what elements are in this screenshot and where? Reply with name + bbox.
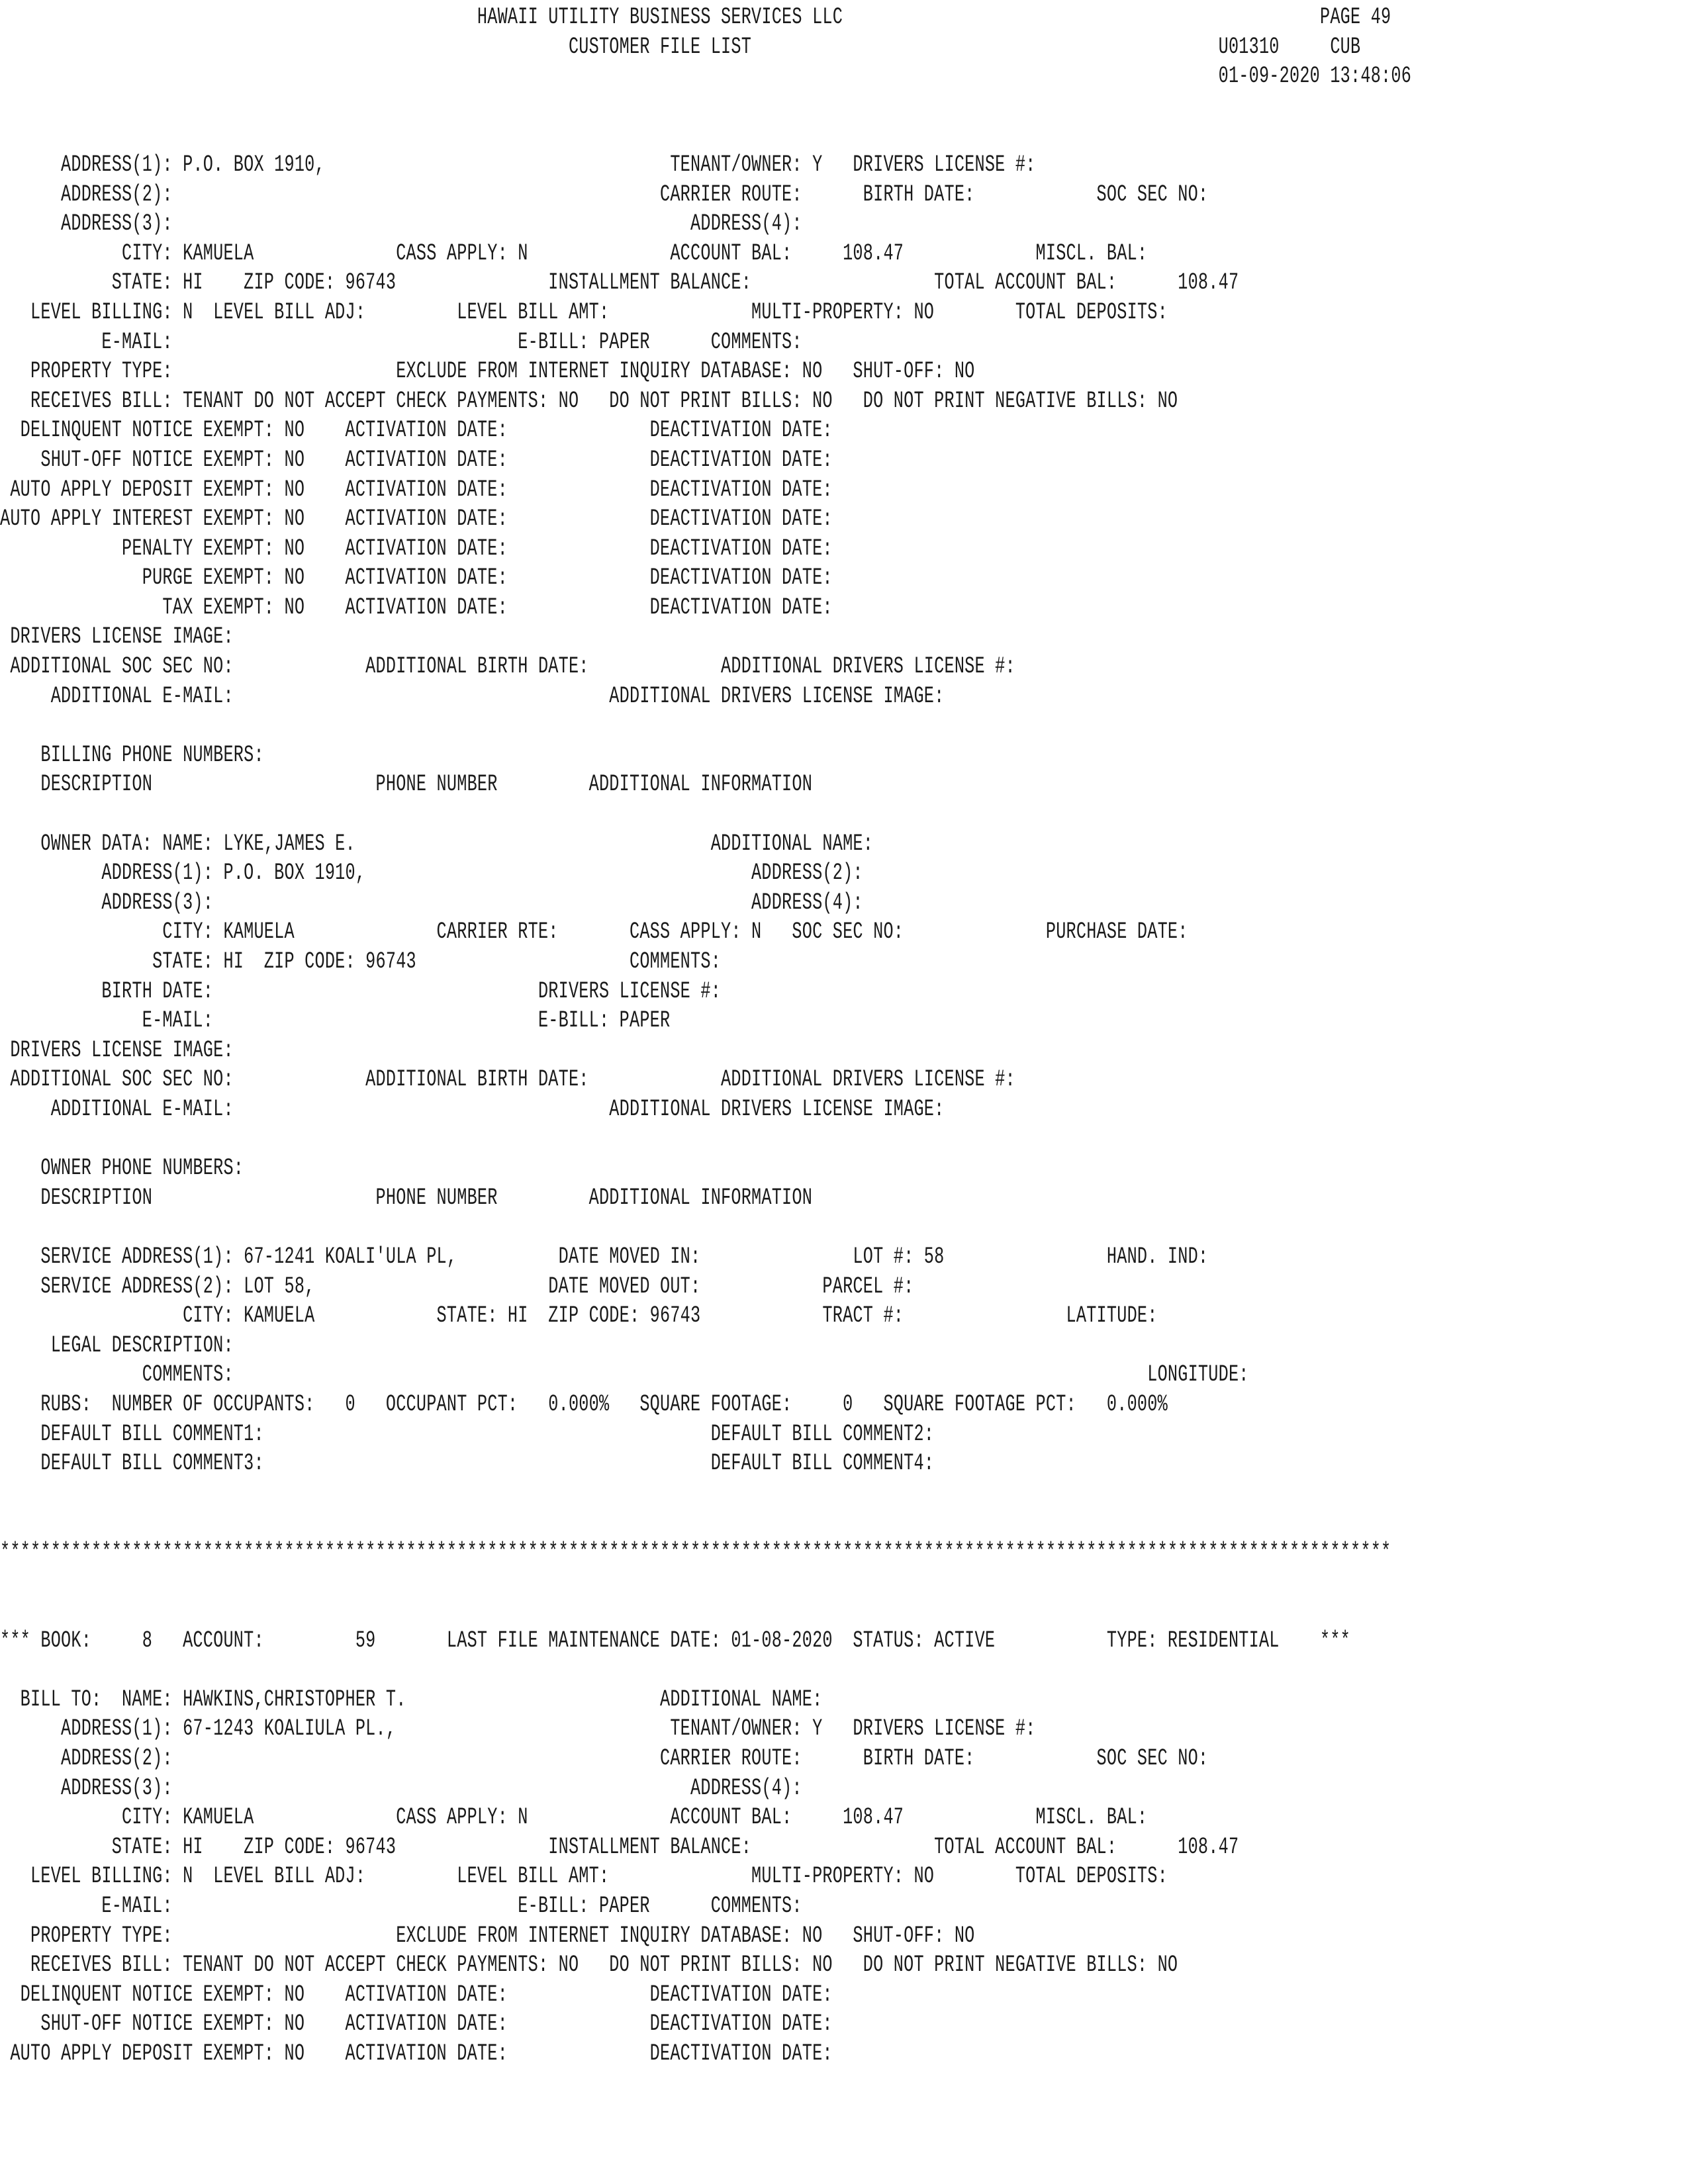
exemption-line: AUTO APPLY DEPOSIT EXEMPT: NO ACTIVATION DATE: DEACTIVATION DATE: bbox=[0, 2040, 833, 2067]
exemption-line: DELINQUENT NOTICE EXEMPT: NO ACTIVATION DATE: DEACTIVATION DATE: bbox=[0, 417, 833, 444]
bill-to-line: LEVEL BILLING: N LEVEL BILL ADJ: LEVEL BILL AMT: MULTI-PROPERTY: NO TOTAL DEPOSITS: bbox=[0, 298, 1168, 326]
default-bill-comment-line: DEFAULT BILL COMMENT3: DEFAULT BILL COMMENT4: bbox=[0, 1450, 935, 1477]
exemption-line: PENALTY EXEMPT: NO ACTIVATION DATE: DEACTIVATION DATE: bbox=[0, 535, 833, 562]
blank-line bbox=[0, 1124, 1215, 1154]
owner-data-line: DRIVERS LICENSE IMAGE: bbox=[0, 1036, 234, 1064]
bill-to-line: ADDRESS(3): ADDRESS(4): bbox=[0, 210, 802, 238]
rubs-line: RUBS: NUMBER OF OCCUPANTS: 0 OCCUPANT PCT: 0.000% SQUARE FOOTAGE: 0 SQUARE FOOTAGE PCT: 0.000% bbox=[0, 1390, 1168, 1418]
default-bill-comment-line: DEFAULT BILL COMMENT1: DEFAULT BILL COMMENT2: bbox=[0, 1420, 935, 1447]
bill-to-line: RECEIVES BILL: TENANT DO NOT ACCEPT CHECK PAYMENTS: NO DO NOT PRINT BILLS: NO DO NOT PRINT NEGATIVE BILLS: NO bbox=[0, 387, 1178, 414]
owner-data-line: OWNER DATA: NAME: LYKE,JAMES E. ADDITIONAL NAME: bbox=[0, 830, 874, 857]
service-address-line: LEGAL DESCRIPTION: bbox=[0, 1332, 234, 1359]
owner-phone-heading: OWNER PHONE NUMBERS: bbox=[0, 1155, 244, 1182]
account-header-line: *** BOOK: 8 ACCOUNT: 59 LAST FILE MAINTENANCE DATE: 01-08-2020 STATUS: ACTIVE TYPE: RESIDENTIAL *** bbox=[0, 1627, 1351, 1654]
exemption-line: SHUT-OFF NOTICE EXEMPT: NO ACTIVATION DATE: DEACTIVATION DATE: bbox=[0, 2011, 833, 2038]
bill-to-line: STATE: HI ZIP CODE: 96743 INSTALLMENT BALANCE: TOTAL ACCOUNT BAL: 108.47 bbox=[0, 269, 1239, 296]
service-address-line: SERVICE ADDRESS(2): LOT 58, DATE MOVED OUT: PARCEL #: bbox=[0, 1273, 914, 1300]
bill-to-line: PROPERTY TYPE: EXCLUDE FROM INTERNET INQUIRY DATABASE: NO SHUT-OFF: NO bbox=[0, 1922, 975, 1949]
exemption-line: AUTO APPLY DEPOSIT EXEMPT: NO ACTIVATION DATE: DEACTIVATION DATE: bbox=[0, 476, 833, 503]
exemption-line: PURGE EXEMPT: NO ACTIVATION DATE: DEACTIVATION DATE: bbox=[0, 565, 833, 592]
owner-data-line: ADDITIONAL SOC SEC NO: ADDITIONAL BIRTH DATE: ADDITIONAL DRIVERS LICENSE #: bbox=[0, 1066, 1015, 1093]
blank-line bbox=[0, 1567, 1215, 1596]
report-header-line: CUSTOMER FILE LIST U01310 CUB bbox=[0, 33, 1361, 60]
bill-to-line: E-MAIL: E-BILL: PAPER COMMENTS: bbox=[0, 328, 802, 355]
billing-phone-columns: DESCRIPTION PHONE NUMBER ADDITIONAL INFORMATION bbox=[0, 771, 813, 798]
exemption-line: DELINQUENT NOTICE EXEMPT: NO ACTIVATION DATE: DEACTIVATION DATE: bbox=[0, 1981, 833, 2008]
bill-to-line: RECEIVES BILL: TENANT DO NOT ACCEPT CHECK PAYMENTS: NO DO NOT PRINT BILLS: NO DO NOT PRINT NEGATIVE BILLS: NO bbox=[0, 1952, 1178, 1979]
blank-line bbox=[0, 1508, 1215, 1537]
owner-data-line: CITY: KAMUELA CARRIER RTE: CASS APPLY: N SOC SEC NO: PURCHASE DATE: bbox=[0, 919, 1188, 946]
bill-to-line: BILL TO: NAME: HAWKINS,CHRISTOPHER T. ADDITIONAL NAME: bbox=[0, 1686, 823, 1713]
bill-to-line: STATE: HI ZIP CODE: 96743 INSTALLMENT BALANCE: TOTAL ACCOUNT BAL: 108.47 bbox=[0, 1833, 1239, 1860]
blank-line bbox=[0, 1596, 1215, 1626]
bill-to-line: ADDRESS(3): ADDRESS(4): bbox=[0, 1774, 802, 1801]
bill-to-line: ADDRESS(1): P.O. BOX 1910, TENANT/OWNER: Y DRIVERS LICENSE #: bbox=[0, 151, 1036, 178]
customer-file-list-report bbox=[0, 3, 1688, 2069]
additional-info-line: ADDITIONAL SOC SEC NO: ADDITIONAL BIRTH DATE: ADDITIONAL DRIVERS LICENSE #: bbox=[0, 653, 1015, 680]
report-header-line: 01-09-2020 13:48:06 bbox=[0, 63, 1412, 90]
bill-to-line: ADDRESS(2): CARRIER ROUTE: BIRTH DATE: SOC SEC NO: bbox=[0, 181, 1209, 208]
bill-to-line: PROPERTY TYPE: EXCLUDE FROM INTERNET INQUIRY DATABASE: NO SHUT-OFF: NO bbox=[0, 358, 975, 385]
owner-data-line: ADDRESS(3): ADDRESS(4): bbox=[0, 889, 863, 916]
bill-to-line: CITY: KAMUELA CASS APPLY: N ACCOUNT BAL: 108.47 MISCL. BAL: bbox=[0, 1804, 1148, 1831]
blank-line bbox=[0, 1655, 1215, 1685]
service-address-line: COMMENTS: LONGITUDE: bbox=[0, 1361, 1249, 1388]
owner-phone-columns: DESCRIPTION PHONE NUMBER ADDITIONAL INFORMATION bbox=[0, 1184, 813, 1211]
billing-phone-heading: BILLING PHONE NUMBERS: bbox=[0, 741, 264, 768]
owner-data-line: STATE: HI ZIP CODE: 96743 COMMENTS: bbox=[0, 948, 722, 975]
report-header-line: HAWAII UTILITY BUSINESS SERVICES LLC PAGE 49 bbox=[0, 4, 1391, 30]
owner-data-line: ADDRESS(1): P.O. BOX 1910, ADDRESS(2): bbox=[0, 860, 863, 887]
blank-line bbox=[0, 1479, 1215, 1508]
bill-to-line: E-MAIL: E-BILL: PAPER COMMENTS: bbox=[0, 1893, 802, 1919]
blank-line bbox=[0, 120, 1215, 150]
blank-line bbox=[0, 711, 1215, 741]
exemption-line: AUTO APPLY INTEREST EXEMPT: NO ACTIVATION DATE: DEACTIVATION DATE: bbox=[0, 506, 833, 533]
bill-to-line: LEVEL BILLING: N LEVEL BILL ADJ: LEVEL BILL AMT: MULTI-PROPERTY: NO TOTAL DEPOSITS: bbox=[0, 1863, 1168, 1890]
owner-data-line: E-MAIL: E-BILL: PAPER bbox=[0, 1007, 671, 1034]
service-address-line: SERVICE ADDRESS(1): 67-1241 KOALI'ULA PL, DATE MOVED IN: LOT #: 58 HAND. IND: bbox=[0, 1243, 1209, 1270]
additional-info-line: DRIVERS LICENSE IMAGE: bbox=[0, 623, 234, 651]
exemption-line: TAX EXEMPT: NO ACTIVATION DATE: DEACTIVATION DATE: bbox=[0, 594, 833, 621]
service-address-line: CITY: KAMUELA STATE: HI ZIP CODE: 96743 TRACT #: LATITUDE: bbox=[0, 1302, 1158, 1330]
bill-to-line: ADDRESS(2): CARRIER ROUTE: BIRTH DATE: SOC SEC NO: bbox=[0, 1745, 1209, 1772]
separator-line: ***************************************************************************************************************************************** bbox=[0, 1538, 1391, 1565]
blank-line bbox=[0, 1212, 1215, 1242]
bill-to-line: ADDRESS(1): 67-1243 KOALIULA PL., TENANT/OWNER: Y DRIVERS LICENSE #: bbox=[0, 1715, 1036, 1743]
blank-line bbox=[0, 799, 1215, 829]
owner-data-line: BIRTH DATE: DRIVERS LICENSE #: bbox=[0, 978, 722, 1005]
blank-line bbox=[0, 91, 1215, 121]
exemption-line: SHUT-OFF NOTICE EXEMPT: NO ACTIVATION DATE: DEACTIVATION DATE: bbox=[0, 446, 833, 473]
bill-to-line: CITY: KAMUELA CASS APPLY: N ACCOUNT BAL: 108.47 MISCL. BAL: bbox=[0, 240, 1148, 267]
additional-info-line: ADDITIONAL E-MAIL: ADDITIONAL DRIVERS LICENSE IMAGE: bbox=[0, 682, 945, 709]
owner-data-line: ADDITIONAL E-MAIL: ADDITIONAL DRIVERS LICENSE IMAGE: bbox=[0, 1095, 945, 1122]
